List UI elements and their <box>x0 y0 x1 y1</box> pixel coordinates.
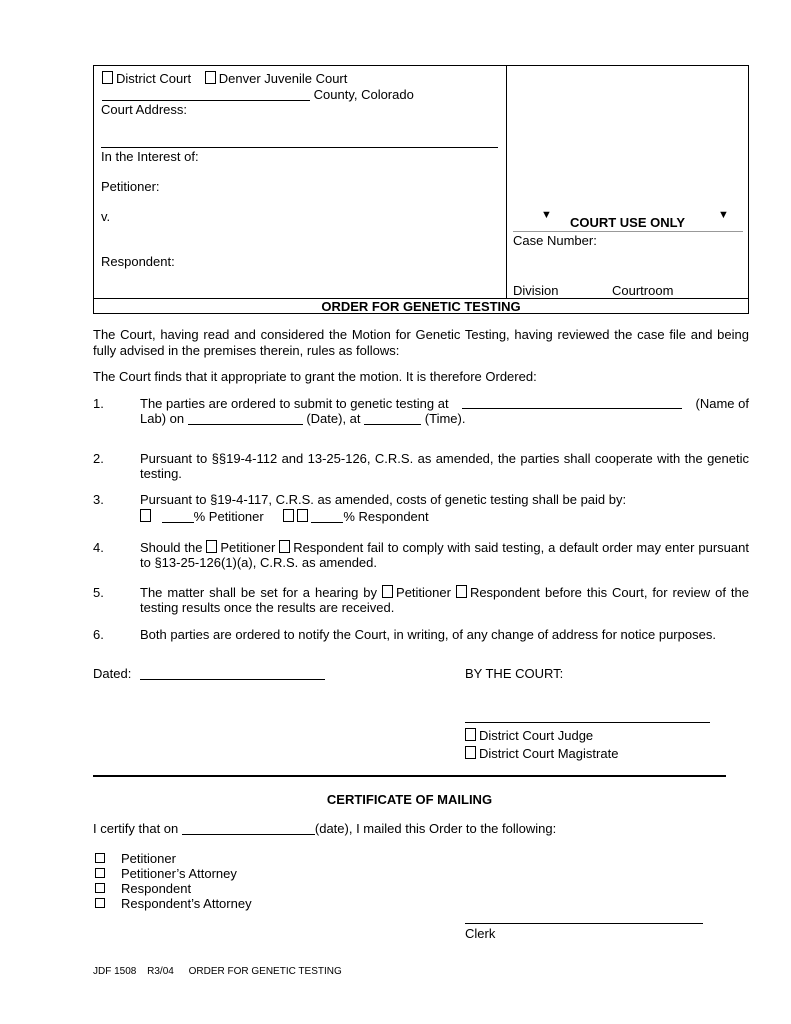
item-1-text: The parties are ordered to submit to genetic testing at <box>140 396 449 411</box>
dated-row <box>93 666 325 681</box>
item-number: 1. <box>93 396 104 411</box>
section-divider <box>93 775 726 777</box>
item-6-line-1: Both parties are ordered to notify the Court, in writing, of any change of address for notice purposes. <box>140 627 716 642</box>
document-title: ORDER FOR GENETIC TESTING <box>94 298 748 314</box>
address-divider <box>101 147 498 148</box>
date-blank[interactable] <box>188 412 303 425</box>
petitioner-pays-checkbox[interactable] <box>140 509 151 522</box>
respondent-percent-blank[interactable] <box>311 510 343 523</box>
recipient-list <box>95 851 252 911</box>
courtroom-label[interactable]: Courtroom <box>612 283 674 298</box>
item-1-lab-on: Lab) on <box>140 411 185 426</box>
item-number: 5. <box>93 585 104 600</box>
district-court-judge-checkbox[interactable] <box>465 728 476 741</box>
division-label[interactable]: Division <box>513 283 559 298</box>
form-footer <box>93 966 342 977</box>
respondent-hearing-checkbox[interactable] <box>456 585 467 598</box>
county-label: County, Colorado <box>313 87 414 102</box>
recipient-petitioner-attorney-checkbox[interactable] <box>95 868 105 878</box>
item-5-line-2: testing results once the results are received. <box>140 600 395 615</box>
item-1-line-2 <box>140 411 749 427</box>
court-finds: The Court finds that it appropriate to grant the motion. It is therefore Ordered: <box>93 369 537 384</box>
list-item <box>95 851 252 866</box>
item-number: 3. <box>93 492 104 507</box>
dated-blank[interactable] <box>140 667 325 680</box>
respondent-percent-label: % Respondent <box>343 509 429 524</box>
recipient-label: Petitioner’s Attorney <box>121 866 237 881</box>
petitioner-percent-label: % Petitioner <box>193 509 264 524</box>
item-4-line-1 <box>140 540 749 556</box>
court-use-divider <box>513 231 743 232</box>
item-1-time: (Time). <box>424 411 466 426</box>
county-blank[interactable] <box>102 88 310 101</box>
item-4-text: Respondent fail to comply with said testing, a default order may enter pursuant <box>293 540 749 555</box>
item-number: 4. <box>93 540 104 555</box>
recipient-respondent-attorney-checkbox[interactable] <box>95 898 105 908</box>
county-row <box>102 87 414 102</box>
recipient-label: Respondent’s Attorney <box>121 896 252 911</box>
district-court-label: District Court <box>116 71 192 86</box>
recipient-label: Petitioner <box>121 851 176 866</box>
petitioner-fail-checkbox[interactable] <box>206 540 217 553</box>
petitioner-percent-blank[interactable] <box>162 510 194 523</box>
district-court-magistrate-checkbox[interactable] <box>465 746 476 759</box>
in-interest-label: In the Interest of: <box>101 149 199 164</box>
caption-right-panel <box>506 66 749 298</box>
caption-left-panel <box>94 66 507 298</box>
item-4-should-the: Should the <box>140 540 203 555</box>
denver-juvenile-court-checkbox[interactable] <box>205 71 216 84</box>
magistrate-row <box>465 746 618 761</box>
item-3-line-2 <box>140 509 749 525</box>
dated-label: Dated: <box>93 666 132 681</box>
intro-line-2: fully advised in the premises therein, rules as follows: <box>93 343 400 358</box>
intro-line-1: The Court, having read and considered the Motion for Genetic Testing, having reviewed the case file and being <box>93 327 749 342</box>
clerk-label: Clerk <box>465 926 496 941</box>
list-item <box>95 881 252 896</box>
respondent-pays-checkbox[interactable] <box>283 509 294 522</box>
district-court-magistrate-label: District Court Magistrate <box>479 746 619 761</box>
item-number: 2. <box>93 451 104 466</box>
item-3-line-1: Pursuant to §19-4-117, C.R.S. as amended, costs of genetic testing shall be paid by: <box>140 492 627 507</box>
petitioner-hearing-checkbox[interactable] <box>382 585 393 598</box>
court-type-row <box>102 71 347 86</box>
respondent-label: Respondent: <box>101 254 175 269</box>
form-id: JDF 1508 <box>93 966 137 977</box>
district-court-checkbox[interactable] <box>102 71 113 84</box>
court-address-label: Court Address: <box>101 102 187 117</box>
item-4-petitioner: Petitioner <box>220 540 276 555</box>
case-number-label[interactable]: Case Number: <box>513 233 597 248</box>
respondent-pays-checkbox[interactable] <box>297 509 308 522</box>
item-4-line-2: to §13-25-126(1)(a), C.R.S. as amended. <box>140 555 378 570</box>
list-item <box>95 896 252 911</box>
court-use-only-label: COURT USE ONLY <box>569 215 686 230</box>
form-footer-title: ORDER FOR GENETIC TESTING <box>188 966 342 977</box>
time-blank[interactable] <box>364 412 421 425</box>
district-court-judge-label: District Court Judge <box>479 728 594 743</box>
certify-text: I certify that on <box>93 821 179 836</box>
item-1-line-1 <box>140 396 749 412</box>
recipient-label: Respondent <box>121 881 192 896</box>
item-5-line-1 <box>140 585 749 601</box>
recipient-petitioner-checkbox[interactable] <box>95 853 105 863</box>
item-2-line-1: Pursuant to §§19-4-112 and 13-25-126, C.R.S. as amended, the parties shall cooperate with the genetic <box>140 451 749 466</box>
item-2-line-2: testing. <box>140 466 182 481</box>
caption-box <box>93 65 749 314</box>
list-item <box>95 866 252 881</box>
item-number: 6. <box>93 627 104 642</box>
arrow-down-icon: ▼ <box>718 209 729 221</box>
item-5-text-b: Respondent before this Court, for review of the <box>469 585 749 600</box>
arrow-down-icon: ▼ <box>541 209 552 221</box>
form-revision: R3/04 <box>147 966 174 977</box>
lab-name-blank[interactable] <box>462 396 682 409</box>
versus-label: v. <box>101 209 111 224</box>
item-5-petitioner: Petitioner <box>396 585 451 600</box>
judge-row <box>465 728 593 743</box>
petitioner-label: Petitioner: <box>101 179 160 194</box>
item-5-text: The matter shall be set for a hearing by <box>140 585 378 600</box>
by-the-court-label: BY THE COURT: <box>465 666 564 681</box>
denver-juvenile-court-label: Denver Juvenile Court <box>218 71 348 86</box>
respondent-fail-checkbox[interactable] <box>279 540 290 553</box>
item-1-name-of: (Name of <box>695 396 749 411</box>
item-1-date-at: (Date), at <box>306 411 361 426</box>
recipient-respondent-checkbox[interactable] <box>95 883 105 893</box>
certify-text-b: (date), I mailed this Order to the following: <box>314 821 557 836</box>
clerk-signature-line[interactable] <box>465 923 703 924</box>
certificate-title: CERTIFICATE OF MAILING <box>326 792 493 807</box>
certify-row <box>93 821 556 836</box>
mailing-date-blank[interactable] <box>182 822 315 835</box>
judge-signature-line[interactable] <box>465 722 710 723</box>
